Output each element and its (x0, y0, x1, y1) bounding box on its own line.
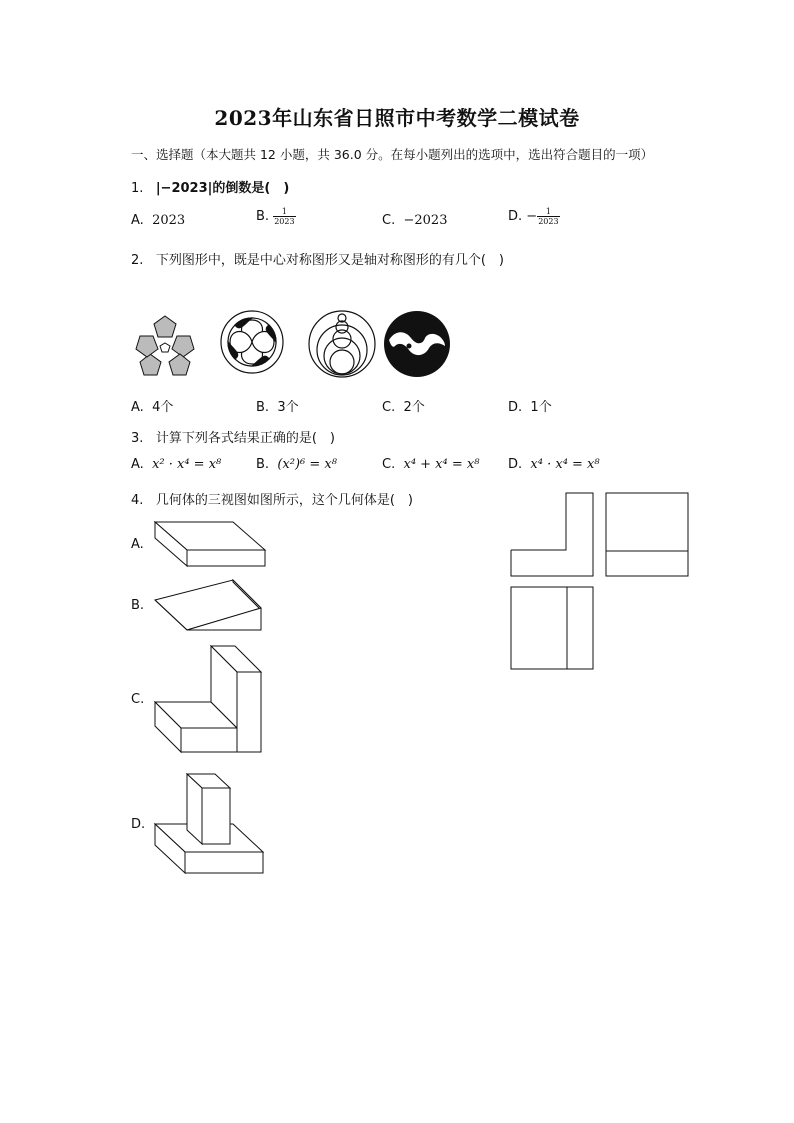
q4-option-c-figure (153, 644, 268, 756)
fraction (273, 207, 295, 226)
option-label: A. (131, 537, 144, 552)
option-label: A. (131, 213, 144, 228)
question-number: 2. (131, 253, 144, 268)
q3-option-c[interactable] (382, 457, 479, 472)
q2-option-a[interactable] (131, 396, 173, 415)
option-text: 3个 (277, 400, 299, 415)
q2-option-b[interactable] (256, 396, 299, 415)
question-number: 1. (131, 181, 144, 196)
q1-option-b[interactable] (256, 207, 296, 226)
stacked-circles-figure (309, 311, 375, 377)
question-2 (131, 249, 504, 268)
option-formula: x² · x⁴ = x⁸ (152, 457, 222, 472)
q4-option-b[interactable] (131, 598, 144, 613)
q2-option-c[interactable] (382, 396, 425, 415)
q4-option-a[interactable] (131, 537, 144, 552)
q1-option-a[interactable] (131, 213, 185, 228)
three-views-figure (510, 492, 690, 672)
q4-option-d-figure (153, 772, 268, 878)
option-label: C. (131, 692, 145, 707)
fraction (537, 207, 559, 226)
option-label: D. (508, 457, 523, 472)
top-view (511, 587, 593, 669)
q3-option-d[interactable] (508, 457, 600, 472)
option-label: B. (256, 400, 270, 415)
option-formula: (x²)⁶ = x⁸ (277, 457, 337, 472)
option-text: 4个 (152, 400, 174, 415)
front-view (511, 493, 593, 576)
option-label: C. (382, 400, 396, 415)
section-header: 一、选择题（本大题共 12 小题，共 36.0 分。在每小题列出的选项中，选出符合题目的一项） (131, 147, 654, 162)
option-text: 2023 (152, 213, 186, 228)
q1-option-c[interactable] (382, 213, 447, 228)
option-text: 1个 (530, 400, 552, 415)
minus-sign: − (526, 209, 538, 224)
fraction-denominator: 2023 (538, 217, 559, 226)
option-label: A. (131, 457, 144, 472)
option-label: D. (508, 400, 523, 415)
option-label: D. (508, 209, 523, 224)
option-label: A. (131, 400, 144, 415)
question-stem: 下列图形中，既是中心对称图形又是轴对称图形的有几个( ) (155, 253, 504, 268)
question-stem: |−2023|的倒数是( ) (155, 181, 290, 196)
question-stem: 几何体的三视图如图所示，这个几何体是( ) (155, 493, 413, 508)
fraction-numerator: 1 (273, 207, 295, 217)
option-text: −2023 (403, 213, 448, 228)
option-label: D. (131, 817, 146, 832)
q4-option-d[interactable] (131, 817, 145, 832)
option-label: C. (382, 457, 396, 472)
question-3 (131, 427, 335, 446)
pentagon-figure (136, 316, 194, 375)
fraction-denominator: 2023 (274, 217, 295, 226)
question-1 (131, 177, 289, 196)
question-stem: 计算下列各式结果正确的是( ) (155, 431, 335, 446)
q3-option-b[interactable] (256, 457, 337, 472)
question-4 (131, 489, 413, 508)
q4-option-a-figure (153, 520, 268, 570)
option-formula: x⁴ + x⁴ = x⁸ (403, 457, 480, 472)
option-label: B. (256, 457, 270, 472)
side-view (606, 493, 688, 576)
question-number: 3. (131, 431, 144, 446)
option-text: 2个 (403, 400, 425, 415)
petal-circle-figure (221, 311, 283, 373)
option-label: B. (256, 209, 270, 224)
q2-option-d[interactable] (508, 396, 552, 415)
option-label: C. (382, 213, 396, 228)
q2-figures (125, 308, 455, 383)
fraction-numerator: 1 (537, 207, 559, 217)
q3-option-a[interactable] (131, 457, 221, 472)
q4-option-c[interactable] (131, 692, 144, 707)
q1-option-d[interactable] (508, 207, 560, 226)
q4-option-b-figure (153, 578, 268, 634)
option-label: B. (131, 598, 145, 613)
swirl-circle-figure (384, 311, 450, 377)
page-title: 2023年山东省日照市中考数学二模试卷 (214, 106, 580, 130)
question-number: 4. (131, 493, 144, 508)
option-formula: x⁴ · x⁴ = x⁸ (530, 457, 600, 472)
